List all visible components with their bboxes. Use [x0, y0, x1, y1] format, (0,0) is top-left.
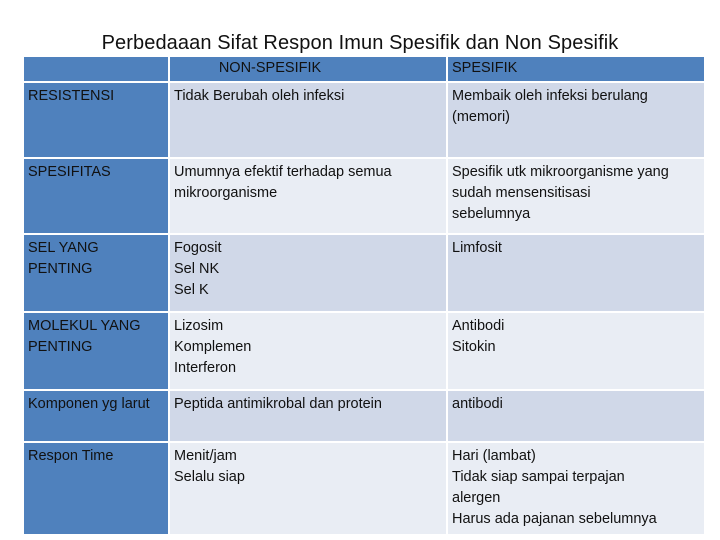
table-row [23, 158, 705, 234]
row-label: Respon Time [23, 442, 169, 535]
cell-line: sebelumnya [452, 206, 531, 222]
spesifik-cell [447, 312, 705, 390]
cell-line: Limfosit [452, 240, 502, 256]
cell-line: Sel K [174, 282, 209, 298]
cell-line: alergen [452, 490, 501, 506]
cell-line: Komplemen [174, 339, 252, 355]
cell-line: Sitokin [452, 339, 496, 355]
cell-line: mikroorganisme [174, 185, 278, 201]
cell-line: Sel NK [174, 261, 220, 277]
cell-line: Umumnya efektif terhadap semua [174, 164, 392, 180]
cell-line: Peptida antimikrobal dan protein [174, 396, 382, 412]
cell-line: Hari (lambat) [452, 448, 536, 464]
cell-line: Tidak siap sampai terpajan [452, 469, 625, 485]
comparison-table [22, 55, 706, 536]
page-title: Perbedaaan Sifat Respon Imun Spesifik dan Non Spesifik [101, 32, 619, 54]
row-label: SPESIFITAS [23, 158, 169, 234]
cell-line: Selalu siap [174, 469, 245, 485]
non-spesifik-cell [169, 82, 447, 158]
cell-line: sudah mensensitisasi [452, 185, 591, 201]
cell-line: Interferon [174, 360, 237, 376]
cell-line: Lizosim [174, 318, 224, 334]
non-spesifik-cell [169, 390, 447, 442]
cell-line: antibodi [452, 396, 503, 412]
non-spesifik-cell [169, 158, 447, 234]
table-row [23, 234, 705, 312]
cell-line: Menit/jam [174, 448, 237, 464]
cell-line: (memori) [452, 109, 510, 125]
table-row [23, 390, 705, 442]
cell-line: Antibodi [452, 318, 505, 334]
non-spesifik-cell [169, 442, 447, 535]
table-row [23, 82, 705, 158]
header-empty [23, 56, 169, 82]
header-spesifik: SPESIFIK [447, 56, 705, 82]
spesifik-cell [447, 82, 705, 158]
cell-line: Fogosit [174, 240, 222, 256]
cell-line: Spesifik utk mikroorganisme yang [452, 164, 669, 180]
spesifik-cell [447, 442, 705, 535]
row-label: MOLEKUL YANG PENTING [23, 312, 169, 390]
table-header-row [23, 56, 705, 82]
spesifik-cell [447, 234, 705, 312]
table-row [23, 312, 705, 390]
cell-line: Membaik oleh infeksi berulang [452, 88, 648, 104]
row-label: SEL YANG PENTING [23, 234, 169, 312]
non-spesifik-cell [169, 312, 447, 390]
non-spesifik-cell [169, 234, 447, 312]
cell-line: Tidak Berubah oleh infeksi [174, 88, 345, 104]
cell-line: Harus ada pajanan sebelumnya [452, 511, 657, 527]
header-non-spesifik: NON-SPESIFIK [169, 56, 447, 82]
spesifik-cell [447, 390, 705, 442]
row-label: Komponen yg larut [23, 390, 169, 442]
table-row [23, 442, 705, 535]
row-label: RESISTENSI [23, 82, 169, 158]
spesifik-cell [447, 158, 705, 234]
